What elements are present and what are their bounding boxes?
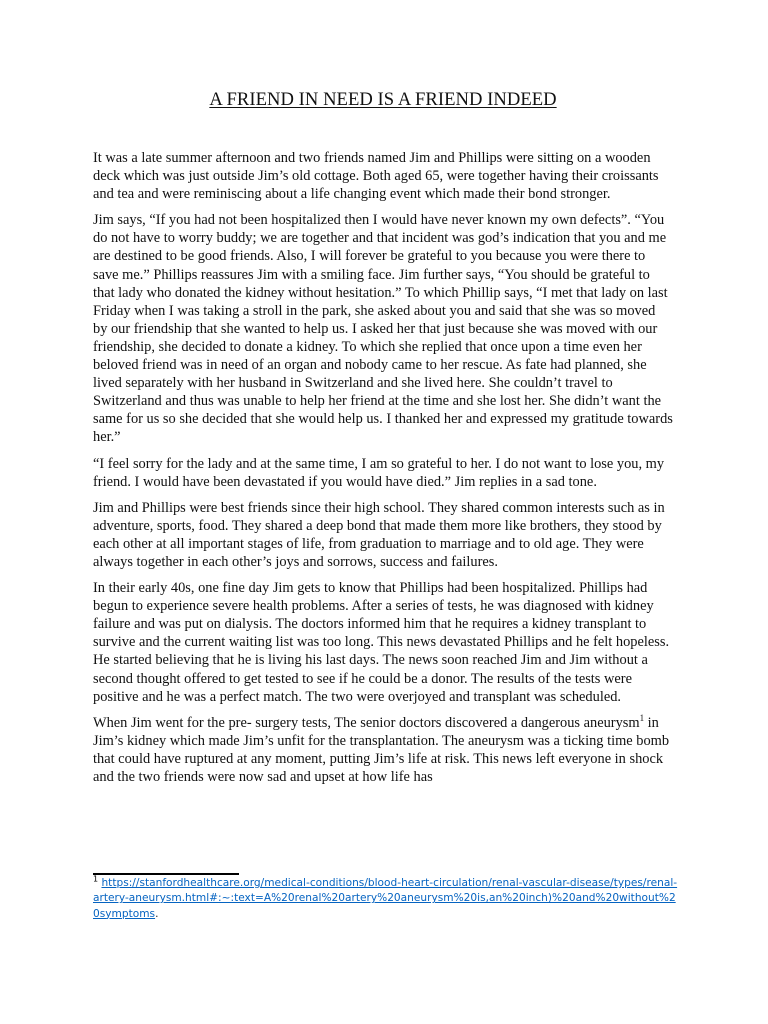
footnote-link[interactable]: https://stanfordhealthcare.org/medical-conditions/blood-heart-circulation/renal-vascular-disease/types/renal-artery-aneurysm.html#:~:text=A%20renal%20artery%20aneurysm%20is,an%20inch)%20and%20without%20symptoms <box>93 877 678 920</box>
paragraph-6-start: When Jim went for the pre- surgery tests, The senior doctors discovered a dangerous aneurysm <box>93 714 640 731</box>
footnote-number: 1 <box>93 874 99 884</box>
footnote <box>93 876 678 922</box>
paragraph-4: Jim and Phillips were best friends since their high school. They shared common interests such as in adventure, sports, food. They shared a deep bond that made them more like brothers, they stood by each other at all important stages of life, from graduation to marriage and to old age. They were always together in each other’s joys and sorrows, success and failures. <box>93 499 665 570</box>
footnote-reference: 1 <box>639 712 645 723</box>
document-page <box>93 0 673 794</box>
paragraph-6-end: in Jim’s kidney which made Jim’s unfit for the transplantation. The aneurysm was a ticking time bomb that could have ruptured at any moment, putting Jim’s life at risk. This news left everyone in shock and the two friends were now sad and upset at how life has <box>93 714 670 785</box>
footnote-trailing: . <box>155 907 159 920</box>
paragraph-6 <box>93 714 673 786</box>
paragraph-2: Jim says, “If you had not been hospitalized then I would have never known my own defects”. “You do not have to worry buddy; we are together and that incident was god’s indication that you and me are destined to be good friends. Also, I will forever be grateful to you because you were there to save me.” Phillips reassures Jim with a smiling face. Jim further says, “You should be grateful to that lady who donated the kidney without hesitation.” To which Phillip says, “I met that lady on last Friday when I was taking a stroll in the park, she asked about you and said that she was so moved by our friendship that she wanted to help us. I asked her that just because she was moved with our friendship, she decided to donate a kidney. To which she replied that once upon a time even her beloved friend was in need of an organ and nobody came to her rescue. As fate had planned, she lived separately with her husband in Switzerland and she lived here. She couldn’t travel to Switzerland and thus was unable to help her friend at the time and she lost her. She didn’t want the same for us so she decided that she would help us. I thanked her and expressed my gratitude towards her.” <box>93 212 673 446</box>
document-title: A FRIEND IN NEED IS A FRIEND INDEED <box>209 89 557 110</box>
paragraph-3: “I feel sorry for the lady and at the same time, I am so grateful to her. I do not want to lose you, my friend. I would have been devastated if you would have died.” Jim replies in a sad tone. <box>93 455 665 490</box>
footnote-separator <box>93 873 239 875</box>
paragraph-1: It was a late summer afternoon and two friends named Jim and Phillips were sitting on a wooden deck which was just outside Jim’s old cottage. Both aged 65, were together having their croissants and tea and were reminiscing about a life changing event which made their bond stronger. <box>93 150 659 203</box>
document-body <box>93 149 673 786</box>
paragraph-5: In their early 40s, one fine day Jim gets to know that Phillips had been hospitalized. Phillips had begun to experience severe health problems. After a series of tests, he was diagnosed with kidney failure and was put on dialysis. The doctors informed him that he requires a kidney transplant to survive and the current waiting list was too long. This news devastated Phillips and he felt hopeless. He started believing that he is living his last days. The news soon reached Jim and Jim without a second thought offered to get tested to see if he could be a donor. The results of the tests were positive and he was a perfect match. The two were overjoyed and transplant was scheduled. <box>93 580 670 705</box>
